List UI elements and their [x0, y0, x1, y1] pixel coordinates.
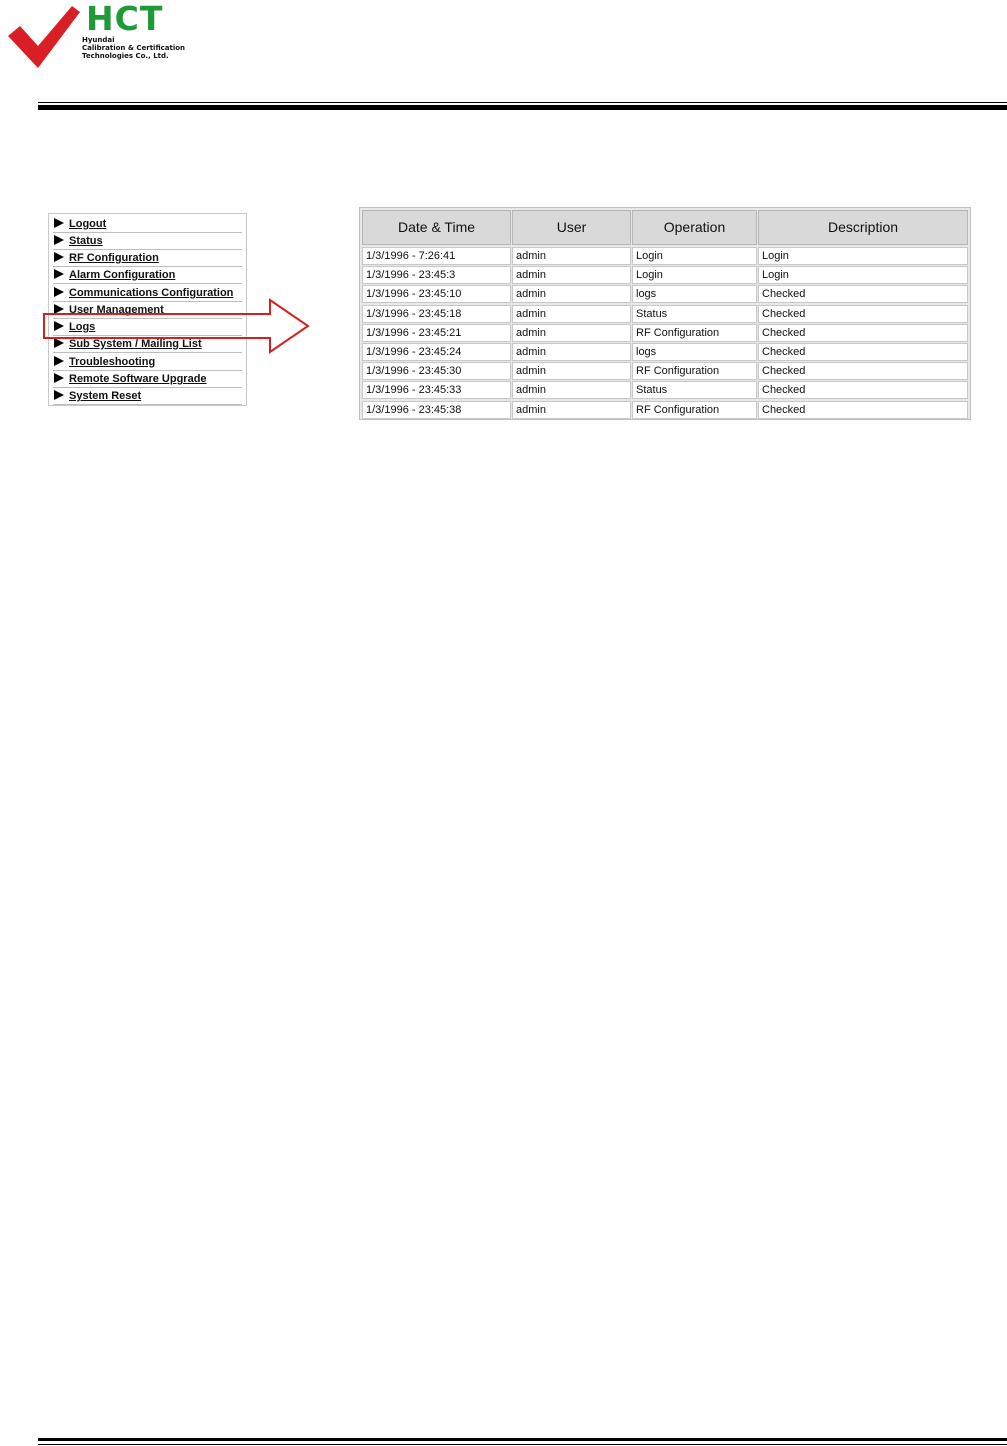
cell-date-time: 1/3/1996 - 23:45:18: [362, 305, 511, 323]
highlight-arrow-icon: [42, 298, 312, 354]
cell-description: Checked: [758, 401, 968, 419]
cell-operation: Login: [632, 247, 757, 265]
cell-user: admin: [512, 247, 631, 265]
cell-user: admin: [512, 343, 631, 361]
logo-title: HCT: [86, 0, 164, 38]
triangle-right-icon: [54, 287, 64, 297]
nav-item-logout[interactable]: [53, 216, 242, 233]
table-row: [360, 362, 970, 381]
nav-item-label[interactable]: Alarm Configuration: [69, 269, 176, 281]
cell-description: Checked: [758, 324, 968, 342]
cell-operation: RF Configuration: [632, 324, 757, 342]
cell-user: admin: [512, 381, 631, 399]
cell-operation: Login: [632, 266, 757, 284]
nav-item-remote-software-upgrade[interactable]: [53, 371, 242, 388]
triangle-right-icon: [54, 356, 64, 366]
cell-operation: Status: [632, 381, 757, 399]
triangle-right-icon: [54, 373, 64, 383]
footer-rule-thin: [38, 1444, 1007, 1445]
cell-operation: logs: [632, 285, 757, 303]
nav-item-rf-configuration[interactable]: [53, 250, 242, 267]
cell-description: Checked: [758, 285, 968, 303]
nav-item-status[interactable]: [53, 233, 242, 250]
logo-subtitle-line: Technologies Co., Ltd.: [82, 52, 169, 60]
nav-item-label[interactable]: Remote Software Upgrade: [69, 373, 207, 385]
cell-operation: logs: [632, 343, 757, 361]
triangle-right-icon: [54, 269, 64, 279]
cell-date-time: 1/3/1996 - 23:45:30: [362, 362, 511, 380]
column-header-user: User: [512, 210, 631, 245]
nav-item-system-reset[interactable]: [53, 388, 242, 405]
triangle-right-icon: [54, 235, 64, 245]
cell-user: admin: [512, 305, 631, 323]
cell-description: Checked: [758, 305, 968, 323]
triangle-right-icon: [54, 390, 64, 400]
cell-operation: RF Configuration: [632, 362, 757, 380]
nav-item-label[interactable]: Logout: [69, 218, 107, 230]
table-row: [360, 247, 970, 266]
logo-subtitle-line: Hyundai: [82, 36, 115, 44]
checkmark-logo-icon: [6, 4, 86, 72]
nav-item-label[interactable]: System Reset: [69, 390, 142, 402]
cell-date-time: 1/3/1996 - 23:45:21: [362, 324, 511, 342]
logo-subtitle-line: Calibration & Certification: [82, 44, 186, 52]
hct-logo: [6, 0, 206, 74]
cell-date-time: 1/3/1996 - 23:45:38: [362, 401, 511, 419]
nav-item-label[interactable]: Logs: [69, 321, 96, 333]
table-row: [360, 324, 970, 343]
header-rule-thick: [38, 105, 1007, 110]
cell-user: admin: [512, 362, 631, 380]
triangle-right-icon: [54, 218, 64, 228]
cell-date-time: 1/3/1996 - 23:45:3: [362, 266, 511, 284]
cell-user: admin: [512, 401, 631, 419]
column-header-date-time: Date & Time: [362, 210, 511, 245]
header-rule-thin: [38, 102, 1007, 103]
log-table: [359, 207, 971, 420]
cell-user: admin: [512, 266, 631, 284]
cell-description: Checked: [758, 343, 968, 361]
cell-date-time: 1/3/1996 - 23:45:24: [362, 343, 511, 361]
logo-subtitle: [82, 36, 185, 60]
cell-operation: Status: [632, 305, 757, 323]
table-row: [360, 266, 970, 285]
cell-user: admin: [512, 324, 631, 342]
table-row: [360, 401, 970, 420]
column-header-operation: Operation: [632, 210, 757, 245]
cell-description: Checked: [758, 362, 968, 380]
nav-item-label[interactable]: Status: [69, 235, 103, 247]
cell-description: Checked: [758, 381, 968, 399]
cell-date-time: 1/3/1996 - 23:45:10: [362, 285, 511, 303]
nav-item-label[interactable]: Communications Configuration: [69, 287, 234, 299]
triangle-right-icon: [54, 252, 64, 262]
cell-date-time: 1/3/1996 - 7:26:41: [362, 247, 511, 265]
table-row: [360, 343, 970, 362]
cell-user: admin: [512, 285, 631, 303]
table-row: [360, 285, 970, 304]
cell-operation: RF Configuration: [632, 401, 757, 419]
nav-item-troubleshooting[interactable]: [53, 354, 242, 371]
nav-item-label[interactable]: Troubleshooting: [69, 356, 156, 368]
column-header-description: Description: [758, 210, 968, 245]
cell-date-time: 1/3/1996 - 23:45:33: [362, 381, 511, 399]
nav-item-label[interactable]: User Management: [69, 304, 164, 316]
nav-item-alarm-configuration[interactable]: [53, 267, 242, 284]
footer-rule-thick: [38, 1438, 1007, 1441]
cell-description: Login: [758, 247, 968, 265]
nav-item-label[interactable]: Sub System / Mailing List: [69, 338, 202, 350]
nav-item-label[interactable]: RF Configuration: [69, 252, 159, 264]
table-row: [360, 381, 970, 400]
cell-description: Login: [758, 266, 968, 284]
table-row: [360, 305, 970, 324]
